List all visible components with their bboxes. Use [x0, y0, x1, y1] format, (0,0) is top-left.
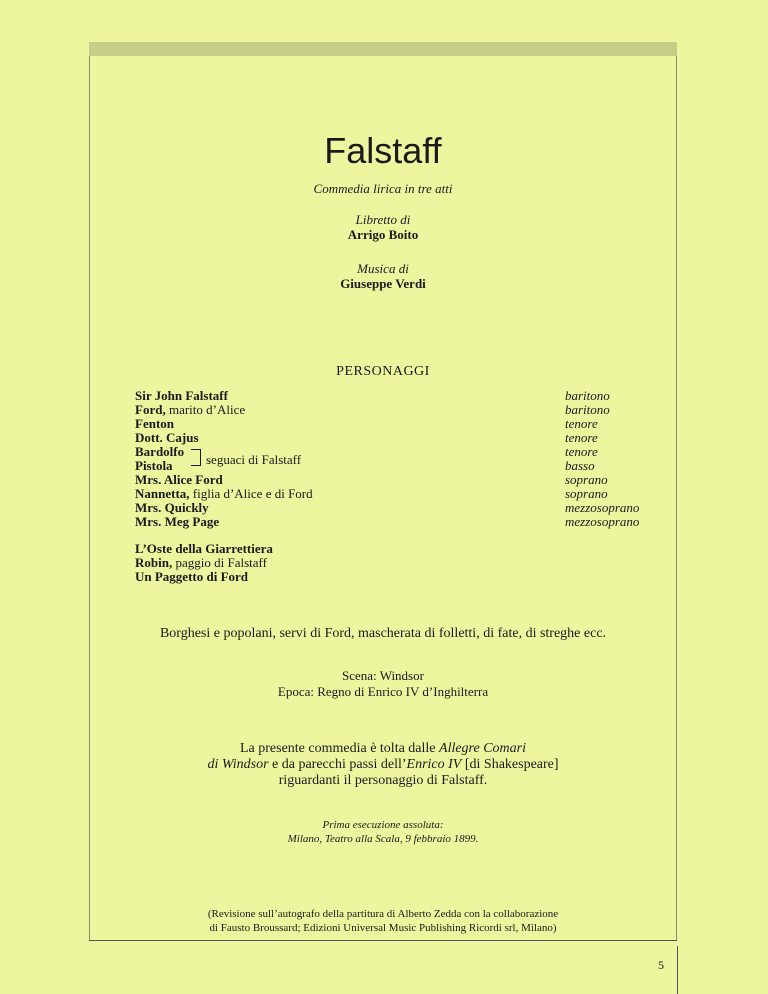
- minor-role: [135, 542, 273, 556]
- cast-row: [135, 389, 655, 403]
- role-voice: mezzosoprano: [565, 514, 640, 529]
- role-name: L’Oste della Giarrettiera: [135, 541, 273, 556]
- role-desc: marito d’Alice: [165, 402, 246, 417]
- setting: [89, 668, 677, 700]
- role-name: Robin,: [135, 555, 173, 570]
- role-voice: soprano: [565, 486, 608, 501]
- cast-row: [135, 417, 655, 431]
- source-line-3: riguardanti il personaggio di Falstaff.: [278, 773, 488, 788]
- cast-row: [135, 501, 655, 515]
- source-line-2: [89, 757, 677, 773]
- role-name: Bardolfo: [135, 444, 185, 459]
- cast-row: [135, 403, 655, 417]
- cast-row: [135, 473, 655, 487]
- source-note: [89, 741, 677, 789]
- role-voice: soprano: [565, 472, 608, 487]
- source-line-1: [89, 741, 677, 757]
- libretto-label: Libretto di: [355, 212, 411, 227]
- role-voice: tenore: [565, 444, 598, 459]
- cast-row: [135, 487, 655, 501]
- bottom-rule: [89, 940, 677, 941]
- cast-row: [135, 431, 655, 445]
- libretto-author: Arrigo Boito: [347, 227, 419, 242]
- minor-role: [135, 570, 273, 584]
- role-desc: figlia d’Alice e di Ford: [189, 486, 313, 501]
- role-name: Mrs. Alice Ford: [135, 472, 223, 487]
- role-voice: baritono: [565, 402, 610, 417]
- cast-heading: PERSONAGGI: [336, 364, 430, 379]
- scene-line: Scena: Windsor: [342, 668, 424, 683]
- premiere-label: Prima esecuzione assoluta:: [322, 819, 444, 831]
- header-bar: [89, 42, 677, 56]
- role-name: Dott. Cajus: [135, 430, 199, 445]
- role-desc: paggio di Falstaff: [172, 555, 267, 570]
- source-title: di Windsor: [207, 757, 269, 772]
- role-name: Nannetta,: [135, 486, 190, 501]
- role-name: Mrs. Quickly: [135, 500, 209, 515]
- bracket-label: seguaci di Falstaff: [206, 452, 302, 467]
- music-label: Musica di: [357, 261, 409, 276]
- premiere-note: [89, 818, 677, 846]
- revision-line-1: (Revisione sull’autografo della partitura di Alberto Zedda con la collaborazione: [207, 908, 559, 920]
- opera-subtitle: Commedia lirica in tre atti: [313, 181, 453, 196]
- source-title: Allegre Comari: [439, 741, 526, 756]
- role-voice: tenore: [565, 430, 598, 445]
- revision-line-2: di Fausto Broussard; Edizioni Universal Music Publishing Ricordi srl, Milano): [209, 922, 557, 934]
- role-name: Fenton: [135, 416, 174, 431]
- source-text: [di Shakespeare]: [461, 757, 559, 772]
- role-name: Un Paggetto di Ford: [135, 569, 249, 584]
- revision-note: [89, 907, 677, 935]
- source-title: Enrico IV: [406, 757, 462, 772]
- role-voice: basso: [565, 458, 595, 473]
- role-voice: baritono: [565, 388, 610, 403]
- role-name: Mrs. Meg Page: [135, 514, 220, 529]
- minor-cast-list: [135, 542, 273, 584]
- bracket-mark: [191, 449, 201, 466]
- opera-title: Falstaff: [324, 130, 442, 171]
- page-number-rule: [677, 946, 678, 994]
- epoch-line: Epoca: Regno di Enrico IV d’Inghilterra: [277, 684, 489, 699]
- chorus-line: Borghesi e popolani, servi di Ford, mascherata di folletti, di fate, di streghe ecc.: [159, 626, 607, 641]
- minor-role: [135, 556, 273, 570]
- cast-row: [135, 515, 655, 529]
- music-author: Giuseppe Verdi: [340, 276, 426, 291]
- role-name: Ford,: [135, 402, 166, 417]
- role-voice: mezzosoprano: [565, 500, 640, 515]
- source-text: La presente commedia è tolta dalle: [239, 741, 440, 756]
- source-text: e da parecchi passi dell’: [268, 757, 407, 772]
- role-name: Sir John Falstaff: [135, 388, 228, 403]
- role-name: Pistola: [135, 458, 173, 473]
- page-number: 5: [658, 958, 664, 972]
- role-voice: tenore: [565, 416, 598, 431]
- premiere-details: Milano, Teatro alla Scala, 9 febbraio 1899.: [287, 833, 479, 845]
